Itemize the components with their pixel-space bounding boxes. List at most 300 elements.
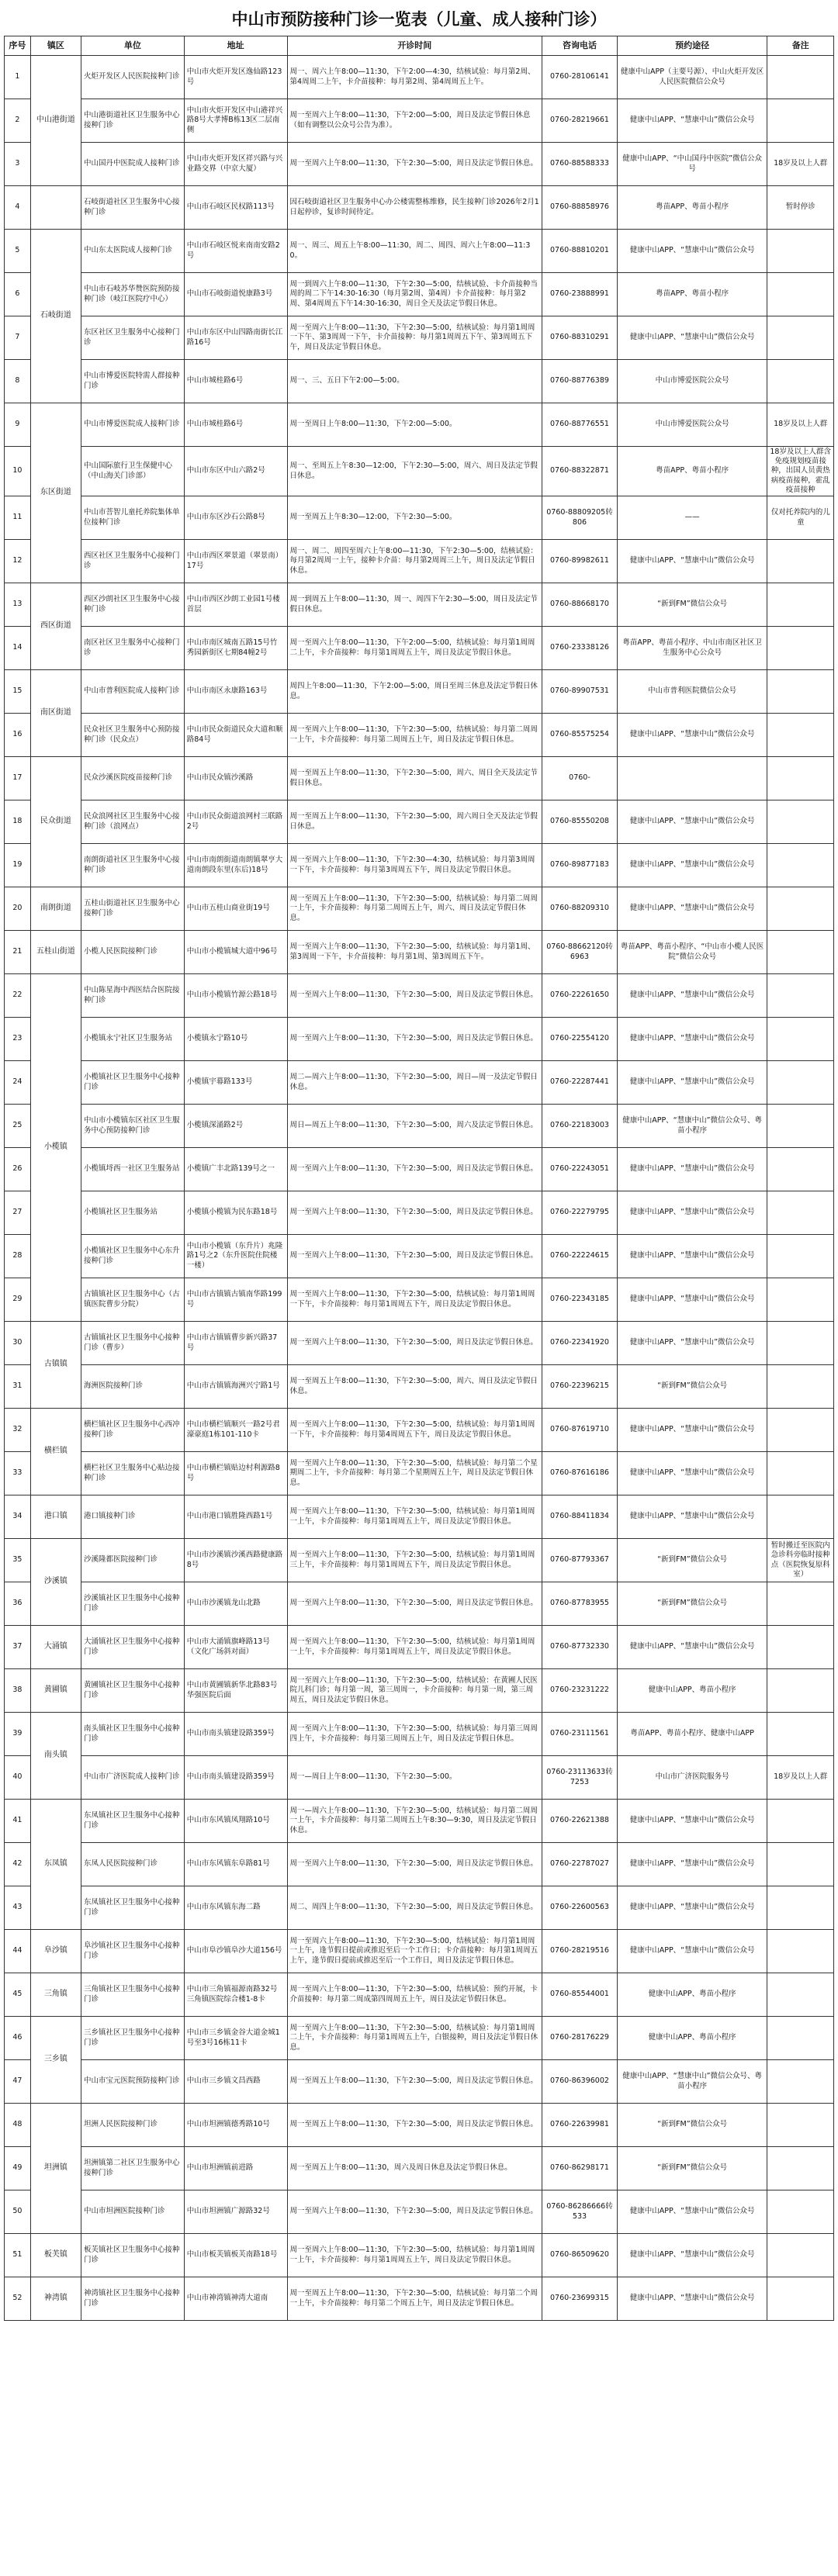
address-cell: 中山市东风镇东海二路 <box>184 1886 287 1930</box>
table-row <box>5 403 834 447</box>
row-number: 22 <box>5 974 31 1018</box>
row-number: 16 <box>5 714 31 757</box>
row-number: 3 <box>5 143 31 186</box>
address-cell: 小榄镇永宁路10号 <box>184 1018 287 1061</box>
address-cell: 中山市横栏镇顺兴一路2号君濠豪庭1栋101-110卡 <box>184 1409 287 1452</box>
phone-cell: 0760-23231222 <box>542 1669 618 1713</box>
phone-cell: 0760-88776389 <box>542 360 618 403</box>
hours-cell: 周一至周六上午8:00—11:30，下午2:30—5:00，结核试验：每月第二个星期周二上午，卡介苗接种：每月第二个星期周五上午，周日及法定节假日休息。 <box>287 1452 542 1495</box>
booking-cell: 健康中山APP、“慧康中山”微信公众号 <box>617 1452 767 1495</box>
note-cell <box>767 2277 834 2321</box>
booking-cell: 健康中山APP、“慧康中山”微信公众号 <box>617 2277 767 2321</box>
phone-cell: 0760-89907531 <box>542 670 618 714</box>
booking-cell: 健康中山APP、粤苗小程序 <box>617 1669 767 1713</box>
booking-cell: 粤苗APP、粤苗小程序 <box>617 273 767 316</box>
town-cell: 民众街道 <box>30 757 81 887</box>
town-cell: 小榄镇 <box>30 974 81 1322</box>
row-number: 15 <box>5 670 31 714</box>
booking-cell: “新到FM”微信公众号 <box>617 583 767 627</box>
row-number: 8 <box>5 360 31 403</box>
row-number: 34 <box>5 1495 31 1539</box>
booking-cell: 健康中山APP、“慧康中山”微信公众号 <box>617 800 767 844</box>
note-cell <box>767 844 834 887</box>
header-unit: 单位 <box>81 36 185 56</box>
town-cell: 港口镇 <box>30 1495 81 1539</box>
phone-cell: 0760-85550208 <box>542 800 618 844</box>
table-row <box>5 1930 834 1973</box>
unit-cell: 中山市坦洲医院接种门诊 <box>81 2190 185 2234</box>
row-number: 43 <box>5 1886 31 1930</box>
row-number: 26 <box>5 1148 31 1191</box>
booking-cell: 健康中山APP、粤苗小程序 <box>617 1973 767 2017</box>
unit-cell: 民众浪网社区卫生服务中心接种门诊（浪网点） <box>81 800 185 844</box>
address-cell: 中山市古镇镇海洲兴宁路1号 <box>184 1365 287 1409</box>
table-row <box>5 1105 834 1148</box>
address-cell: 中山市五桂山商业街19号 <box>184 887 287 931</box>
phone-cell: 0760-22287441 <box>542 1061 618 1105</box>
note-cell <box>767 1843 834 1886</box>
hours-cell: 周一至周五上午8:30—12:00，下午2:30—5:00。 <box>287 496 542 540</box>
hours-cell: 周一至周五上午8:00—11:30，下午2:30—5:00，周日及法定节假日休息。 <box>287 2060 542 2104</box>
table-row <box>5 1495 834 1539</box>
table-row <box>5 1756 834 1800</box>
address-cell: 中山市坦洲镇前进路 <box>184 2147 287 2190</box>
hours-cell: 周一至周六上午8:00—11:30，下午2:30—5:00，周日及法定节假日休息。 <box>287 1843 542 1886</box>
row-number: 2 <box>5 99 31 143</box>
table-row <box>5 1061 834 1105</box>
booking-cell: 粤苗APP、粤苗小程序、中山市南区社区卫生服务中心公众号 <box>617 627 767 670</box>
hours-cell: 周一至周六上午8:00—11:30，下午2:30—5:00，周日及法定节假日休息。 <box>287 1018 542 1061</box>
header-town: 镇区 <box>30 36 81 56</box>
unit-cell: 南头镇社区卫生服务中心接种门诊 <box>81 1713 185 1756</box>
address-cell: 中山市石岐区悦来南南安路2号 <box>184 230 287 273</box>
phone-cell: 0760-22554120 <box>542 1018 618 1061</box>
address-cell: 中山市东风镇东阜路81号 <box>184 1843 287 1886</box>
phone-cell: 0760-23699315 <box>542 2277 618 2321</box>
booking-cell: 健康中山APP、“慧康中山”微信公众号 <box>617 316 767 360</box>
table-row <box>5 2234 834 2277</box>
phone-cell: 0760-87793367 <box>542 1539 618 1582</box>
phone-cell: 0760-88411834 <box>542 1495 618 1539</box>
town-cell: 东区街道 <box>30 403 81 583</box>
booking-cell: 健康中山APP、粤苗小程序 <box>617 2017 767 2060</box>
address-cell: 小榄镇宇幕路133号 <box>184 1061 287 1105</box>
hours-cell: 周一至周五上午8:00—11:30，下午2:30—5:00，结核试验：每月第二周周一上午，卡介苗接种：每月第二周周五上午，周六、周日及法定节假日休息。 <box>287 887 542 931</box>
hours-cell: 周一—周日上午8:00—11:30，下午2:30—5:00。 <box>287 1756 542 1800</box>
phone-cell: 0760-88809205转806 <box>542 496 618 540</box>
note-cell <box>767 583 834 627</box>
note-cell <box>767 1626 834 1669</box>
address-cell: 中山市横栏镇贴边村利源路8号 <box>184 1452 287 1495</box>
phone-cell: 0760-88322871 <box>542 447 618 496</box>
table-row <box>5 1365 834 1409</box>
unit-cell: 小榄镇埒西一社区卫生服务站 <box>81 1148 185 1191</box>
address-cell: 中山市石岐区民权路113号 <box>184 186 287 230</box>
town-cell: 坦洲镇 <box>30 2104 81 2234</box>
address-cell: 中山市阜沙镇阜沙大道156号 <box>184 1930 287 1973</box>
note-cell: 暂时搬迁至医院内急诊科旁临时接种点（医院恢复原科室） <box>767 1539 834 1582</box>
note-cell <box>767 1886 834 1930</box>
table-row <box>5 757 834 800</box>
row-number: 50 <box>5 2190 31 2234</box>
hours-cell: 周一至周六上午8:00—11:30，下午2:30—5:00，周日及法定节假日休息。 <box>287 2190 542 2234</box>
note-cell <box>767 1061 834 1105</box>
note-cell: 18岁及以上人群 <box>767 143 834 186</box>
phone-cell: 0760-28176229 <box>542 2017 618 2060</box>
note-cell <box>767 2017 834 2060</box>
address-cell: 中山市南区城南五路15号竹秀园新街区七期84幢2号 <box>184 627 287 670</box>
address-cell: 中山市火炬开发区中山港祥兴路8号大孝博B栋13区二层南侧 <box>184 99 287 143</box>
row-number: 32 <box>5 1409 31 1452</box>
booking-cell: 健康中山APP、“中山国丹中医院”微信公众号 <box>617 143 767 186</box>
unit-cell: 中山市石岐苏华赞医院预防接种门诊（岐江医院疗中心） <box>81 273 185 316</box>
unit-cell: 中山东太医院成人接种门诊 <box>81 230 185 273</box>
town-cell: 石岐街道 <box>30 230 81 403</box>
booking-cell: 健康中山APP、“慧康中山”微信公众号 <box>617 974 767 1018</box>
unit-cell: 三角镇社区卫生服务中心接种门诊 <box>81 1973 185 2017</box>
phone-cell: 0760-88662120转6963 <box>542 931 618 974</box>
phone-cell: 0760-87783955 <box>542 1582 618 1626</box>
table-row <box>5 583 834 627</box>
town-cell: 中山港街道 <box>30 56 81 186</box>
town-cell <box>30 186 81 230</box>
booking-cell: 健康中山APP、“慧康中山”微信公众号 <box>617 1886 767 1930</box>
row-number: 45 <box>5 1973 31 2017</box>
booking-cell: 健康中山APP、“慧康中山”微信公众号 <box>617 1191 767 1235</box>
row-number: 14 <box>5 627 31 670</box>
hours-cell: 周一至周六上午8:00—11:30，下午2:30—5:00，周日及法定节假日休息。 <box>287 143 542 186</box>
address-cell: 中山市板芙镇板芙南路18号 <box>184 2234 287 2277</box>
note-cell <box>767 2104 834 2147</box>
unit-cell: 神湾镇社区卫生服务中心接种门诊 <box>81 2277 185 2321</box>
unit-cell: 三乡镇社区卫生服务中心接种门诊 <box>81 2017 185 2060</box>
hours-cell: 周一至周六上午8:00—11:30，下午2:30—5:00，结核试验：每月第1周周一下午，卡介苗接种：每月第1周周五下午，周日及法定节假日休息。 <box>287 1278 542 1322</box>
row-number: 13 <box>5 583 31 627</box>
row-number: 12 <box>5 540 31 583</box>
phone-cell: 0760-22341920 <box>542 1322 618 1365</box>
phone-cell: 0760-85544001 <box>542 1973 618 2017</box>
phone-cell: 0760-89982611 <box>542 540 618 583</box>
note-cell: 18岁及以上人群 <box>767 1756 834 1800</box>
booking-cell: 健康中山APP、“慧康中山”微信公众号 <box>617 1843 767 1886</box>
booking-cell: 健康中山APP、“慧康中山”微信公众号 <box>617 1322 767 1365</box>
unit-cell: 黄圃镇社区卫生服务中心接种门诊 <box>81 1669 185 1713</box>
booking-cell: 健康中山APP、“慧康中山”微信公众号 <box>617 1930 767 1973</box>
booking-cell: 粤苗APP、粤苗小程序 <box>617 447 767 496</box>
table-row <box>5 2060 834 2104</box>
booking-cell <box>617 757 767 800</box>
phone-cell: 0760-86509620 <box>542 2234 618 2277</box>
hours-cell: 周一至周六上午8:00—11:30，下午2:30—5:00，结核试验：每月第1周周一上午，逢节假日提前或推迟至后一个工作日；卡介苗接种：每月第1周周五上午，逢节假日提前或推迟至后一个工作日，周日及法定节假日休息。 <box>287 1930 542 1973</box>
note-cell <box>767 1278 834 1322</box>
table-row <box>5 2104 834 2147</box>
phone-cell: 0760-22343185 <box>542 1278 618 1322</box>
booking-cell: 健康中山APP、“慧康中山”微信公众号 <box>617 887 767 931</box>
address-cell: 中山市神湾镇神湾大道南 <box>184 2277 287 2321</box>
hours-cell: 周四上午8:00—11:30，下午2:00—5:00，周日至周三休息及法定节假日休息。 <box>287 670 542 714</box>
phone-cell: 0760-87732330 <box>542 1626 618 1669</box>
hours-cell: 周一至周六上午8:00—11:30，下午2:30—5:00，结核试验：在黄圃人民医院儿科门诊；每月第一周，第三周周一，卡介苗接种：每月第一周，第三周周五，周日及法定节假日休息。 <box>287 1669 542 1713</box>
row-number: 23 <box>5 1018 31 1061</box>
page-title: 中山市预防接种门诊一览表（儿童、成人接种门诊） <box>231 10 607 29</box>
hours-cell: 周二、周四上午8:00—11:30，下午2:30—5:00，周日及法定节假日休息。 <box>287 1886 542 1930</box>
note-cell <box>767 931 834 974</box>
table-row <box>5 2017 834 2060</box>
unit-cell: 东区社区卫生服务中心接种门诊 <box>81 316 185 360</box>
booking-cell: 健康中山APP、“慧康中山”微信公众号、粤苗小程序 <box>617 2060 767 2104</box>
town-cell: 横栏镇 <box>30 1409 81 1495</box>
booking-cell: 健康中山APP、“慧康中山”微信公众号 <box>617 1800 767 1843</box>
address-cell: 中山市民众街道浪网村三联路2号 <box>184 800 287 844</box>
phone-cell: 0760-28106141 <box>542 56 618 99</box>
table-row <box>5 540 834 583</box>
address-cell: 中山市沙溪镇沙溪西路健康路8号 <box>184 1539 287 1582</box>
table-row <box>5 230 834 273</box>
phone-cell: 0760-88668170 <box>542 583 618 627</box>
unit-cell: 西区沙朗社区卫生服务中心接种门诊 <box>81 583 185 627</box>
phone-cell: 0760-22261650 <box>542 974 618 1018</box>
phone-cell: 0760-23888991 <box>542 273 618 316</box>
address-cell: 中山市港口镇胜隆西路1号 <box>184 1495 287 1539</box>
address-cell: 中山市三乡镇文昌西路 <box>184 2060 287 2104</box>
row-number: 41 <box>5 1800 31 1843</box>
row-number: 48 <box>5 2104 31 2147</box>
hours-cell: 周一至周六上午8:00—11:30，下午2:30—5:00，结核试验：每月第1周周一上午，卡介苗接种：每月第1周周五上午，周日及法定节假日休息。 <box>287 1495 542 1539</box>
phone-cell: 0760-86286666转533 <box>542 2190 618 2234</box>
unit-cell: 小榄镇社区卫生服务中心东升接种门诊 <box>81 1235 185 1278</box>
unit-cell: 南区社区卫生服务中心接种门诊 <box>81 627 185 670</box>
town-cell: 大涌镇 <box>30 1626 81 1669</box>
address-cell: 中山市古镇镇曹步新兴路37号 <box>184 1322 287 1365</box>
town-cell: 三乡镇 <box>30 2017 81 2104</box>
unit-cell: 小榄人民医院接种门诊 <box>81 931 185 974</box>
note-cell <box>767 1018 834 1061</box>
row-number: 9 <box>5 403 31 447</box>
unit-cell: 沙溪隆都医院接种门诊 <box>81 1539 185 1582</box>
hours-cell: 周一至周六上午8:00—11:30，下午2:00—5:00，周日及法定节假日休息（如有调整以公众号公告为准）。 <box>287 99 542 143</box>
row-number: 6 <box>5 273 31 316</box>
phone-cell: 0760-88588333 <box>542 143 618 186</box>
hours-cell: 周一至周五上午8:00—11:30，下午2:30—5:00，周六周日全天及法定节假日休息。 <box>287 800 542 844</box>
booking-cell: 粤苗APP、粤苗小程序、“中山市小榄人民医院”微信公众号 <box>617 931 767 974</box>
address-cell: 中山市火炬开发区逸仙路123号 <box>184 56 287 99</box>
note-cell <box>767 2060 834 2104</box>
table-row <box>5 1626 834 1669</box>
hours-cell: 周一—周六上午8:00—11:30，下午2:30—5:00，结核试验：每月第二周周一上午，卡介苗接种：每月第二周周五上午8:30—9:30，周日及法定节假日休息。 <box>287 1800 542 1843</box>
phone-cell: 0760-22279795 <box>542 1191 618 1235</box>
row-number: 35 <box>5 1539 31 1582</box>
phone-cell: 0760-22787027 <box>542 1843 618 1886</box>
booking-cell: “新到FM”微信公众号 <box>617 1365 767 1409</box>
address-cell: 中山市小榄镇竹源公路18号 <box>184 974 287 1018</box>
booking-cell: 健康中山APP、“慧康中山”微信公众号 <box>617 1018 767 1061</box>
row-number: 36 <box>5 1582 31 1626</box>
note-cell <box>767 800 834 844</box>
unit-cell: 古镇镇社区卫生服务中心（古镇医院曹步分院） <box>81 1278 185 1322</box>
booking-cell: 健康中山APP、“慧康中山”微信公众号 <box>617 1148 767 1191</box>
address-cell: 中山市大涌镇旗峰路13号（文化广场斜对面） <box>184 1626 287 1669</box>
phone-cell: 0760-22621388 <box>542 1800 618 1843</box>
row-number: 24 <box>5 1061 31 1105</box>
unit-cell: 大涌镇社区卫生服务中心接种门诊 <box>81 1626 185 1669</box>
phone-cell: 0760-87619710 <box>542 1409 618 1452</box>
phone-cell: 0760- <box>542 757 618 800</box>
unit-cell: 古镇镇社区卫生服务中心接种门诊（曹步） <box>81 1322 185 1365</box>
note-cell: 18岁及以上人群含免疫规划疫苗接种，出国人员黄热病疫苗接种，霍乱疫苗接种 <box>767 447 834 496</box>
table-row <box>5 1452 834 1495</box>
phone-cell: 0760-22600563 <box>542 1886 618 1930</box>
row-number: 20 <box>5 887 31 931</box>
note-cell <box>767 1800 834 1843</box>
booking-cell: 中山市广济医院服务号 <box>617 1756 767 1800</box>
booking-cell: 中山市普利医院微信公众号 <box>617 670 767 714</box>
row-number: 46 <box>5 2017 31 2060</box>
table-row <box>5 800 834 844</box>
row-number: 33 <box>5 1452 31 1495</box>
address-cell: 中山市三角镇福源南路32号三角镇医院综合楼1-8卡 <box>184 1973 287 2017</box>
note-cell <box>767 273 834 316</box>
table-row <box>5 670 834 714</box>
row-number: 4 <box>5 186 31 230</box>
header-no: 序号 <box>5 36 31 56</box>
note-cell <box>767 974 834 1018</box>
booking-cell: —— <box>617 496 767 540</box>
phone-cell: 0760-87616186 <box>542 1452 618 1495</box>
unit-cell: 小榄镇永宁社区卫生服务站 <box>81 1018 185 1061</box>
table-row <box>5 1582 834 1626</box>
phone-cell: 0760-88209310 <box>542 887 618 931</box>
row-number: 30 <box>5 1322 31 1365</box>
note-cell <box>767 230 834 273</box>
town-cell: 阜沙镇 <box>30 1930 81 1973</box>
booking-cell: 健康中山APP、“慧康中山”微信公众号 <box>617 99 767 143</box>
hours-cell: 周二—周六上午8:00—11:30，下午2:30—5:00，周日—周一及法定节假日休息。 <box>287 1061 542 1105</box>
unit-cell: 中山国丹中医院成人接种门诊 <box>81 143 185 186</box>
booking-cell: “新到FM”微信公众号 <box>617 1539 767 1582</box>
address-cell: 中山市城桂路6号 <box>184 403 287 447</box>
note-cell <box>767 627 834 670</box>
row-number: 51 <box>5 2234 31 2277</box>
table-row <box>5 186 834 230</box>
booking-cell: 健康中山APP、“慧康中山”微信公众号 <box>617 2234 767 2277</box>
address-cell: 小榄镇深涌路2号 <box>184 1105 287 1148</box>
unit-cell: 板芙镇社区卫生服务中心接种门诊 <box>81 2234 185 2277</box>
note-cell <box>767 360 834 403</box>
unit-cell: 中山港街道社区卫生服务中心接种门诊 <box>81 99 185 143</box>
address-cell: 中山市东区中山六路2号 <box>184 447 287 496</box>
phone-cell: 0760-86396002 <box>542 2060 618 2104</box>
booking-cell: 中山市博爱医院公众号 <box>617 403 767 447</box>
header-note: 备注 <box>767 36 834 56</box>
row-number: 37 <box>5 1626 31 1669</box>
row-number: 31 <box>5 1365 31 1409</box>
note-cell <box>767 2147 834 2190</box>
row-number: 5 <box>5 230 31 273</box>
address-cell: 中山市南头镇建设路359号 <box>184 1713 287 1756</box>
row-number: 27 <box>5 1191 31 1235</box>
note-cell <box>767 887 834 931</box>
row-number: 47 <box>5 2060 31 2104</box>
row-number: 39 <box>5 1713 31 1756</box>
table-row <box>5 1235 834 1278</box>
hours-cell: 周一至周五上午8:00—11:30，下午2:30—5:00，周六、周日全天及法定节假日休息。 <box>287 757 542 800</box>
phone-cell: 0760-22639981 <box>542 2104 618 2147</box>
booking-cell: 健康中山APP、“慧康中山”微信公众号 <box>617 1626 767 1669</box>
table-row <box>5 1973 834 2017</box>
note-cell <box>767 1930 834 1973</box>
unit-cell: 西区社区卫生服务中心接种门诊 <box>81 540 185 583</box>
booking-cell: 健康中山APP、“慧康中山”微信公众号 <box>617 230 767 273</box>
row-number: 17 <box>5 757 31 800</box>
table-row <box>5 273 834 316</box>
note-cell <box>767 1105 834 1148</box>
table-header-row <box>5 36 834 56</box>
row-number: 21 <box>5 931 31 974</box>
hours-cell: 周一至周六上午8:00—11:30，下午2:30—5:00，结核试验：每月第1周周一上午，卡介苗接种：每月第1周周五上午，周日及法定节假日休息。 <box>287 2234 542 2277</box>
note-cell <box>767 540 834 583</box>
unit-cell: 小榄镇社区卫生服务站 <box>81 1191 185 1235</box>
hours-cell: 周日—周五上午8:00—11:30，下午2:30—5:00，周六及法定节假日休息。 <box>287 1105 542 1148</box>
unit-cell: 石岐街道社区卫生服务中心接种门诊 <box>81 186 185 230</box>
hours-cell: 周一至周六上午8:00—11:30，下午2:30—5:00，周日及法定节假日休息。 <box>287 1148 542 1191</box>
hours-cell: 周一至周六上午8:00—11:30，下午2:30—5:00，周日及法定节假日休息。 <box>287 1582 542 1626</box>
table-row <box>5 447 834 496</box>
table-row <box>5 1191 834 1235</box>
booking-cell: 中山市博爱医院公众号 <box>617 360 767 403</box>
booking-cell: 健康中山APP、“慧康中山”微信公众号、粤苗小程序 <box>617 1105 767 1148</box>
table-row <box>5 974 834 1018</box>
unit-cell: 南朗街道社区卫生服务中心接种门诊 <box>81 844 185 887</box>
booking-cell: 健康中山APP、“慧康中山”微信公众号 <box>617 1235 767 1278</box>
hours-cell: 周一至周六上午8:00—11:30，下午2:30—5:00，周日及法定节假日休息。 <box>287 1191 542 1235</box>
unit-cell: 沙溪镇社区卫生服务中心接种门诊 <box>81 1582 185 1626</box>
note-cell <box>767 1235 834 1278</box>
town-cell: 南头镇 <box>30 1713 81 1800</box>
table-row <box>5 714 834 757</box>
table-row <box>5 1886 834 1930</box>
hours-cell: 周一至周六上午8:00—11:30，下午2:30—5:00，周日及法定节假日休息。 <box>287 1322 542 1365</box>
note-cell <box>767 1365 834 1409</box>
unit-cell: 中山市广济医院成人接种门诊 <box>81 1756 185 1800</box>
row-number: 29 <box>5 1278 31 1322</box>
unit-cell: 小榄镇社区卫生服务中心接种门诊 <box>81 1061 185 1105</box>
hours-cell: 周一至周五上午8:00—11:30，下午2:30—5:00，结核试验：每月第二个周一上午，卡介苗接种：每月第二个周五上午，周日及法定节假日休息。 <box>287 2277 542 2321</box>
note-cell <box>767 2190 834 2234</box>
hours-cell: 周一至周六上午8:00—11:30，下午2:30—5:00，结核试验：每月第1周、第3周周一下午，卡介苗接种：每月第1周、第3周周五下午。 <box>287 931 542 974</box>
booking-cell: 健康中山APP、“慧康中山”微信公众号 <box>617 714 767 757</box>
table-row <box>5 360 834 403</box>
hours-cell: 周一至周六上午8:00—11:30，下午2:30—5:00，结核试验：每月第1周周一下午，卡介苗接种：每月第4周周五下午，周日及法定节假日休息。 <box>287 1409 542 1452</box>
booking-cell: 健康中山APP、“慧康中山”微信公众号 <box>617 1495 767 1539</box>
hours-cell: 周一至周六上午8:00—11:30，下午2:00—5:00，结核试验：每月第1周周二上午，卡介苗接种：每月第1周周五上午，周日及法定节假日休息。 <box>287 627 542 670</box>
hours-cell: 周一至周五上午8:00—11:30，下午2:30—5:00，周六、周日及法定节假日休息。 <box>287 1365 542 1409</box>
note-cell <box>767 670 834 714</box>
town-cell: 东凤镇 <box>30 1800 81 1930</box>
address-cell: 中山市石岐街道悦康路3号 <box>184 273 287 316</box>
unit-cell: 中山市博爱医院成人接种门诊 <box>81 403 185 447</box>
booking-cell: 健康中山APP、“慧康中山”微信公众号 <box>617 1409 767 1452</box>
table-row <box>5 627 834 670</box>
note-cell <box>767 714 834 757</box>
address-cell: 中山市黄圃镇新华北路83号华强医院后面 <box>184 1669 287 1713</box>
unit-cell: 中山市宝元医院预防接种门诊 <box>81 2060 185 2104</box>
town-cell: 神湾镇 <box>30 2277 81 2321</box>
note-cell <box>767 1148 834 1191</box>
table-row <box>5 2277 834 2321</box>
note-cell: 18岁及以上人群 <box>767 403 834 447</box>
row-number: 40 <box>5 1756 31 1800</box>
booking-cell: 健康中山APP、“慧康中山”微信公众号 <box>617 1061 767 1105</box>
